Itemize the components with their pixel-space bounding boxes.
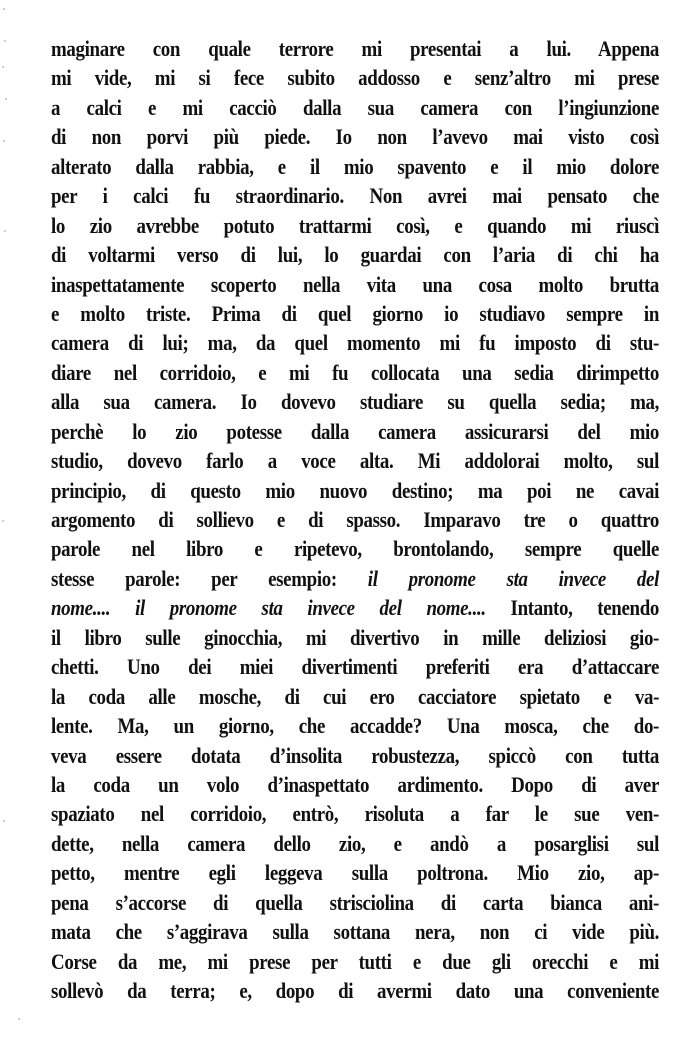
text-line: la coda alle mosche, di cui ero cacciatore spietato e va- — [51, 683, 660, 709]
scan-speck — [3, 8, 5, 10]
text-line: chetti. Uno dei miei divertimenti preferiti era d’attaccare — [51, 654, 660, 680]
text-line: alla sua camera. Io dovevo studiare su quella sedia; ma, — [51, 389, 660, 415]
scan-speck — [2, 520, 4, 522]
text-line: lente. Ma, un giorno, che accadde? Una mosca, che do- — [51, 713, 660, 739]
scan-speck — [18, 1018, 20, 1020]
text-line: di voltarmi verso di lui, lo guardai con l’aria di chi ha — [51, 242, 660, 268]
text-line: parole nel libro e ripetevo, brontolando, sempre quelle — [51, 536, 660, 562]
text-line: inaspettatamente scoperto nella vita una cosa molto brutta — [51, 271, 660, 297]
text-line: lo zio avrebbe potuto trattarmi così, e quando mi riuscì — [51, 212, 660, 238]
text-italic-quote: nome.... il pronome sta invece del nome.... — [51, 595, 486, 621]
text-line: perchè lo zio potesse dalla camera assicurarsi del mio — [51, 418, 660, 444]
text-line: e molto triste. Prima di quel giorno io studiavo sempre in — [51, 300, 660, 326]
text-line-mixed — [51, 564, 659, 593]
scan-speck — [3, 820, 5, 822]
text-line: Corse da me, mi prese per tutti e due gli orecchi e mi — [51, 948, 660, 974]
scan-speck — [2, 66, 4, 68]
text-line: di non porvi più piede. Io non l’avevo mai visto così — [51, 124, 660, 150]
text-line: a calci e mi cacciò dalla sua camera con l’ingiunzione — [51, 94, 660, 120]
text-line: il libro sulle ginocchia, mi divertivo in mille deliziosi gio- — [51, 624, 660, 650]
text-line: mi vide, mi si fece subito addosso e senz’altro mi prese — [51, 65, 660, 91]
book-page-text — [51, 34, 659, 1005]
text-line: camera di lui; ma, da quel momento mi fu imposto di stu- — [51, 330, 660, 356]
scan-margin-specks — [0, 0, 14, 1058]
text-line: maginare con quale terrore mi presentai a lui. Appena — [51, 36, 660, 61]
text-line: principio, di questo mio nuovo destino; ma poi ne cavai — [51, 477, 660, 503]
text-line: studio, dovevo farlo a voce alta. Mi addolorai molto, sul — [51, 448, 660, 474]
scan-speck — [3, 140, 5, 142]
scan-speck — [4, 230, 6, 232]
text-line: argomento di sollievo e di spasso. Imparavo tre o quattro — [51, 507, 660, 532]
scan-speck — [5, 98, 7, 100]
text-roman: stesse parole: per esempio: — [51, 565, 368, 591]
text-line: pena s’accorse di quella strisciolina di carta bianca ani- — [51, 889, 660, 915]
text-line: per i calci fu straordinario. Non avrei mai pensato che — [51, 183, 660, 209]
text-line: mata che s’aggirava sulla sottana nera, non ci vide più. — [51, 919, 660, 945]
text-line: spaziato nel corridoio, entrò, risoluta a far le sue ven- — [51, 801, 660, 827]
text-line: la coda un volo d’inaspettato ardimento. Dopo di aver — [51, 771, 660, 797]
text-line: sollevò da terra; e, dopo di avermi dato una conveniente — [51, 978, 660, 1003]
text-line-mixed — [51, 593, 659, 622]
text-line: veva essere dotata d’insolita robustezza, spiccò con tutta — [51, 742, 660, 768]
text-line: diare nel corridoio, e mi fu collocata una sedia dirimpetto — [51, 359, 660, 385]
text-line: alterato dalla rabbia, e il mio spavento e il mio dolore — [51, 153, 660, 179]
scan-speck — [4, 40, 6, 42]
text-italic-quote: il pronome sta invece del — [367, 565, 660, 591]
text-roman: Intanto, tenendo — [485, 595, 660, 621]
text-line: dette, nella camera dello zio, e andò a posarglisi sul — [51, 830, 660, 856]
text-line: petto, mentre egli leggeva sulla poltrona. Mio zio, ap- — [51, 860, 660, 886]
